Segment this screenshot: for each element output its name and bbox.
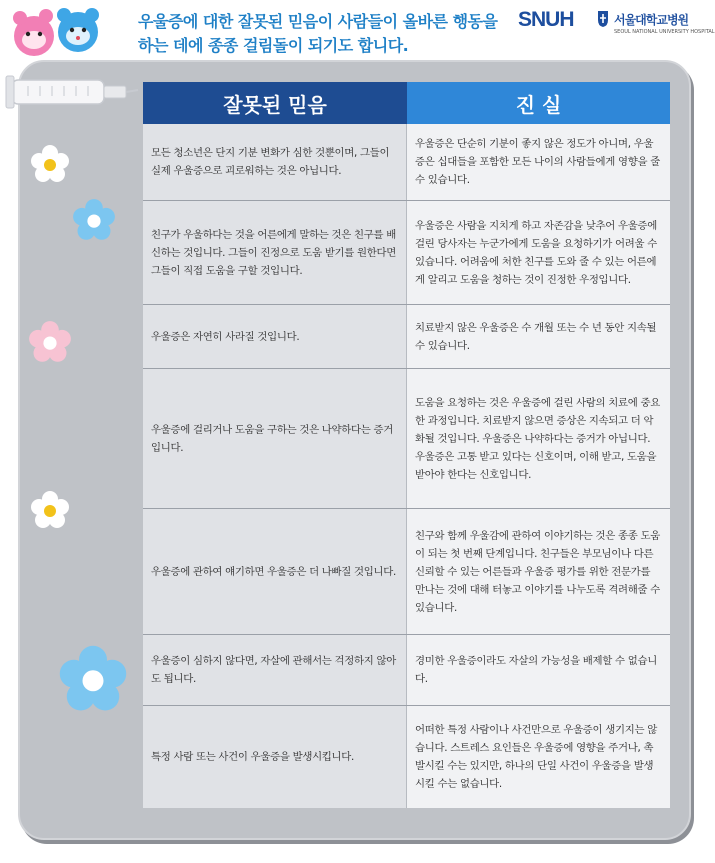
table-row bbox=[143, 304, 670, 368]
myth-cell: 친구가 우울하다는 것을 어른에게 말하는 것은 친구를 배신하는 것입니다. 그들이 진정으로 도움 받기를 원한다면 그들이 직접 도움을 구할 것입니다. bbox=[143, 201, 407, 304]
myth-cell: 우울증은 자연히 사라질 것입니다. bbox=[143, 305, 407, 368]
table-row bbox=[143, 508, 670, 634]
myth-cell: 특정 사람 또는 사건이 우울증을 발생시킵니다. bbox=[143, 706, 407, 808]
table-header bbox=[143, 82, 670, 124]
table-row bbox=[143, 705, 670, 808]
truth-cell: 우울증은 사람을 지치게 하고 자존감을 낮추어 우울증에 걸린 당사자는 누군가에게 도움을 요청하기가 어려울 수 있습니다. 어려움에 처한 친구를 도와 줄 수 있는 어른에게 알리고 도움을 청하는 것이 진정한 우정입니다. bbox=[407, 201, 670, 304]
myth-cell: 모든 청소년은 단지 기분 변화가 심한 것뿐이며, 그들이 실제 우울증으로 괴로워하는 것은 아닙니다. bbox=[143, 124, 407, 200]
truth-cell: 어떠한 특정 사람이나 사건만으로 우울증이 생기지는 않습니다. 스트레스 요인들은 우울증에 영향을 주거나, 촉발시킬 수는 있지만, 하나의 단일 사건이 우울증을 발생시킬 수는 없습니다. bbox=[407, 706, 670, 808]
blue-flower-icon bbox=[72, 198, 116, 242]
table-row bbox=[143, 634, 670, 705]
table-row bbox=[143, 200, 670, 304]
truth-cell: 우울증은 단순히 기분이 좋지 않은 정도가 아니며, 우울증은 십대들을 포함한 모든 나이의 사람들에게 영향을 줄 수 있습니다. bbox=[407, 124, 670, 200]
table-row bbox=[143, 124, 670, 200]
table-row bbox=[143, 368, 670, 508]
myth-cell: 우울증에 걸리거나 도움을 구하는 것은 나약하다는 증거입니다. bbox=[143, 369, 407, 508]
hospital-emblem-icon bbox=[596, 10, 610, 28]
myth-truth-table bbox=[143, 82, 670, 808]
myth-cell: 우울증에 관하여 얘기하면 우울증은 더 나빠질 것입니다. bbox=[143, 509, 407, 634]
myth-cell: 우울증이 심하지 않다면, 자살에 관해서는 걱정하지 않아도 됩니다. bbox=[143, 635, 407, 705]
pink-flower-icon bbox=[28, 320, 72, 364]
logo-name-kr: 서울대학교병원 bbox=[614, 13, 689, 27]
page-title-line-2: 하는 데에 종종 걸림돌이 되기도 합니다. bbox=[138, 36, 409, 55]
page-title-line-1: 우울증에 대한 잘못된 믿음이 사람들이 올바른 행동을 bbox=[138, 12, 498, 31]
truth-cell: 도움을 요청하는 것은 우울증에 걸린 사람의 치료에 중요한 과정입니다. 치료받지 않으면 증상은 지속되고 더 악화될 것입니다. 우울증은 나약하다는 증거가 아닙니다. 우울증은 고통 받고 있다는 신호이며, 이해 받고, 도움을 받아야 한다는 신호입니다. bbox=[407, 369, 670, 508]
truth-cell: 치료받지 않은 우울증은 수 개월 또는 수 년 동안 지속될 수 있습니다. bbox=[407, 305, 670, 368]
snuh-logo bbox=[518, 6, 715, 40]
logo-brand-text: SNUH bbox=[518, 8, 574, 31]
logo-name-en: SEOUL NATIONAL UNIVERSITY HOSPITAL bbox=[614, 29, 715, 35]
mascot-characters-icon bbox=[6, 6, 134, 66]
header-truth: 진 실 bbox=[407, 82, 670, 124]
truth-cell: 친구와 함께 우울감에 관하여 이야기하는 것은 종종 도움이 되는 첫 번째 단계입니다. 친구들은 부모님이나 다른 신뢰할 수 있는 어른들과 우울증 평가를 위한 전문가를 만나는 것에 대해 터놓고 이야기를 나누도록 격려해줄 수 있습니다. bbox=[407, 509, 670, 634]
truth-cell: 경미한 우울증이라도 자살의 가능성을 배제할 수 없습니다. bbox=[407, 635, 670, 705]
large-blue-flower-icon bbox=[58, 644, 128, 714]
white-flower-icon bbox=[30, 144, 70, 184]
header-myth: 잘못된 믿음 bbox=[143, 82, 407, 124]
white-flower-icon-2 bbox=[30, 490, 70, 530]
